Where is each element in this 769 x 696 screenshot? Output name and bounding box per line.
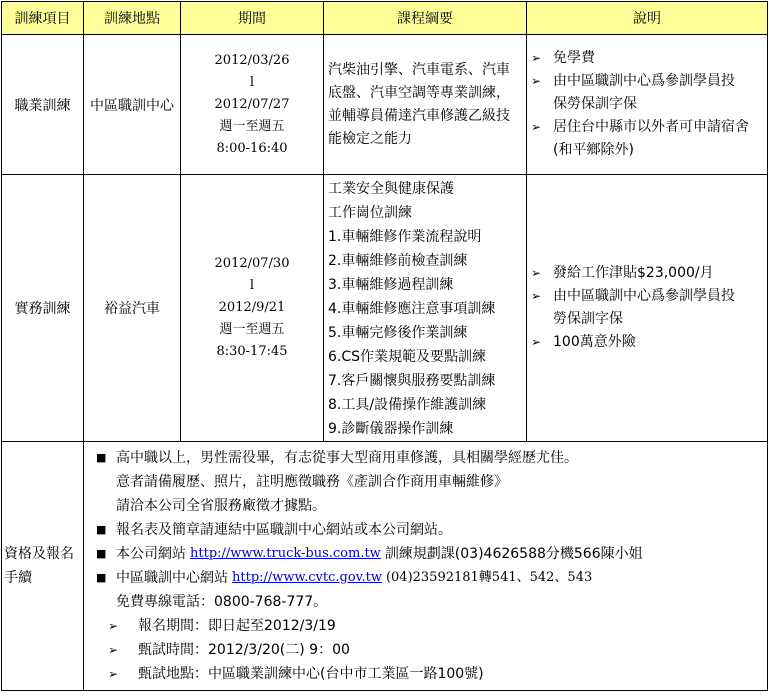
outline-line: 4.車輛維修應注意事項訓練 (328, 301, 496, 317)
note-item (531, 70, 763, 116)
company-website-link[interactable]: http://www.truck-bus.com.tw (190, 546, 381, 561)
qualification-suffix: (04)23592181轉541、542、543 (385, 570, 593, 585)
qualifications-label-line: 手續 (4, 570, 32, 586)
square-bullet-icon: ■ (96, 451, 107, 464)
qualifications-label-line: 資格及報名 (4, 546, 74, 562)
header-item: 訓練項目 (2, 2, 84, 35)
outline-line: 工作崗位訓練 (328, 205, 412, 221)
qualification-suffix: 訓練規劃課(03)4626588分機566陳小姐 (384, 546, 643, 562)
period-start: 2012/07/30 (214, 256, 290, 271)
qualification-indent-text: 請洽本公司全省服務廠徵才據點。 (116, 498, 326, 514)
arrowhead-bullet-icon: ➢ (531, 289, 542, 303)
note-text (553, 116, 749, 162)
header-row (2, 2, 768, 35)
note-text (553, 285, 735, 331)
row-period (181, 175, 324, 442)
arrowhead-bullet-icon: ➢ (531, 120, 542, 134)
row-outline (324, 35, 527, 175)
outline-line: 2.車輛維修前檢查訓練 (328, 253, 468, 269)
sub-item-text: 甄試時間：2012/3/20(二) 9：00 (138, 642, 350, 658)
outline-line: 9.診斷儀器操作訓練 (328, 421, 454, 437)
qualification-indent-text: 免費專線電話：0800-768-777。 (116, 594, 328, 610)
arrowhead-bullet-icon: ➢ (531, 266, 542, 280)
note-line: 勞保訓字保 (553, 311, 623, 327)
period-hours: 8:00-16:40 (216, 140, 288, 156)
qualification-text: 高中職以上，男性需役畢，有志從事大型商用車修護，具相關學經歷尤佳。 (116, 450, 578, 466)
period-days: 週一至週五 (219, 322, 285, 337)
qualifications-label (2, 442, 84, 691)
arrowhead-bullet-icon: ➢ (531, 335, 542, 349)
note-line: 保勞保訓字保 (553, 96, 637, 112)
row-item: 職業訓練 (2, 35, 84, 175)
qualification-item (88, 542, 761, 566)
qualifications-content (84, 442, 768, 691)
qualification-prefix: 本公司網站 (116, 546, 186, 562)
row-item: 實務訓練 (2, 175, 84, 442)
qualification-sub-item (108, 662, 761, 686)
period-separator: l (249, 278, 255, 293)
outline-line: 5.車輛完修後作業訓練 (328, 325, 468, 341)
square-bullet-icon: ■ (96, 523, 107, 536)
row-period (181, 35, 324, 175)
header-outline: 課程綱要 (324, 2, 527, 35)
training-table-wrapper (1, 1, 768, 691)
outline-line: 汽柴油引擎、汽車電系、汽車 (328, 61, 510, 78)
note-item (531, 262, 763, 285)
note-item (531, 285, 763, 331)
qualification-prefix: 中區職訓中心網站 (116, 570, 228, 586)
outline-line: 底盤、汽車空調等專業訓練， (328, 84, 510, 101)
header-period: 期間 (181, 2, 324, 35)
training-table (1, 1, 768, 691)
note-text: 發給工作津貼$23,000/月 (553, 265, 714, 281)
outline-line: 能檢定之能力 (328, 130, 412, 147)
qualification-item (88, 518, 761, 542)
cvtc-website-link[interactable]: http://www.cvtc.gov.tw (232, 570, 382, 585)
period-end: 2012/07/27 (214, 96, 290, 112)
square-bullet-icon: ■ (96, 571, 107, 584)
period-separator: l (249, 74, 255, 90)
outline-line: 6.CS作業規範及要點訓練 (328, 349, 487, 365)
note-item (531, 116, 763, 162)
qualification-sub-item (108, 614, 761, 638)
period-days: 週一至週五 (219, 118, 285, 134)
outline-line: 8.工具/設備操作維護訓練 (328, 397, 487, 413)
sub-item-text: 報名期間：即日起至2012/3/19 (138, 618, 336, 634)
sub-item-text: 甄試地點：中區職業訓練中心(台中市工業區一路100號) (138, 666, 484, 682)
row-notes (527, 35, 768, 175)
outline-line: 7.客戶關懷與服務要點訓練 (328, 373, 496, 389)
period-end: 2012/9/21 (218, 300, 286, 315)
outline-line: 並輔導員備達汽車修護乙級技 (328, 107, 510, 124)
note-line: (和平鄉除外) (553, 142, 634, 158)
row-location: 裕益汽車 (84, 175, 181, 442)
qualifications-row (2, 442, 768, 691)
note-line: 由中區職訓中心爲參訓學員投 (553, 73, 735, 89)
header-notes: 說明 (527, 2, 768, 35)
period-start: 2012/03/26 (214, 52, 290, 68)
note-item (531, 331, 763, 354)
qualification-item (88, 566, 761, 590)
arrowhead-bullet-icon: ➢ (108, 643, 119, 657)
outline-line: 1.車輛維修作業流程說明 (328, 229, 482, 245)
square-bullet-icon: ■ (96, 547, 107, 560)
arrowhead-bullet-icon: ➢ (108, 619, 119, 633)
outline-line: 工業安全與健康保護 (328, 181, 454, 197)
table-row (2, 175, 768, 442)
arrowhead-bullet-icon: ➢ (108, 667, 119, 681)
header-location: 訓練地點 (84, 2, 181, 35)
note-line: 由中區職訓中心爲參訓學員投 (553, 288, 735, 304)
note-item (531, 47, 763, 70)
outline-line: 3.車輛維修過程訓練 (328, 277, 454, 293)
qualification-text: 報名表及簡章請連結中區職訓中心網站或本公司網站。 (116, 522, 452, 538)
note-line: 居住台中縣市以外者可申請宿舍 (553, 119, 749, 135)
note-text: 100萬意外險 (553, 334, 636, 350)
qualification-item (88, 446, 761, 470)
arrowhead-bullet-icon: ➢ (531, 51, 542, 65)
row-location: 中區職訓中心 (84, 35, 181, 175)
arrowhead-bullet-icon: ➢ (531, 74, 542, 88)
note-text: 免學費 (553, 50, 595, 66)
note-text (553, 70, 735, 116)
row-notes (527, 175, 768, 442)
row-outline (324, 175, 527, 442)
table-row (2, 35, 768, 175)
qualification-indent-text: 意者請備履歷、照片，註明應徵職務《產訓合作商用車輛維修》 (116, 474, 508, 490)
qualification-sub-item (108, 638, 761, 662)
period-hours: 8:30-17:45 (216, 344, 288, 359)
